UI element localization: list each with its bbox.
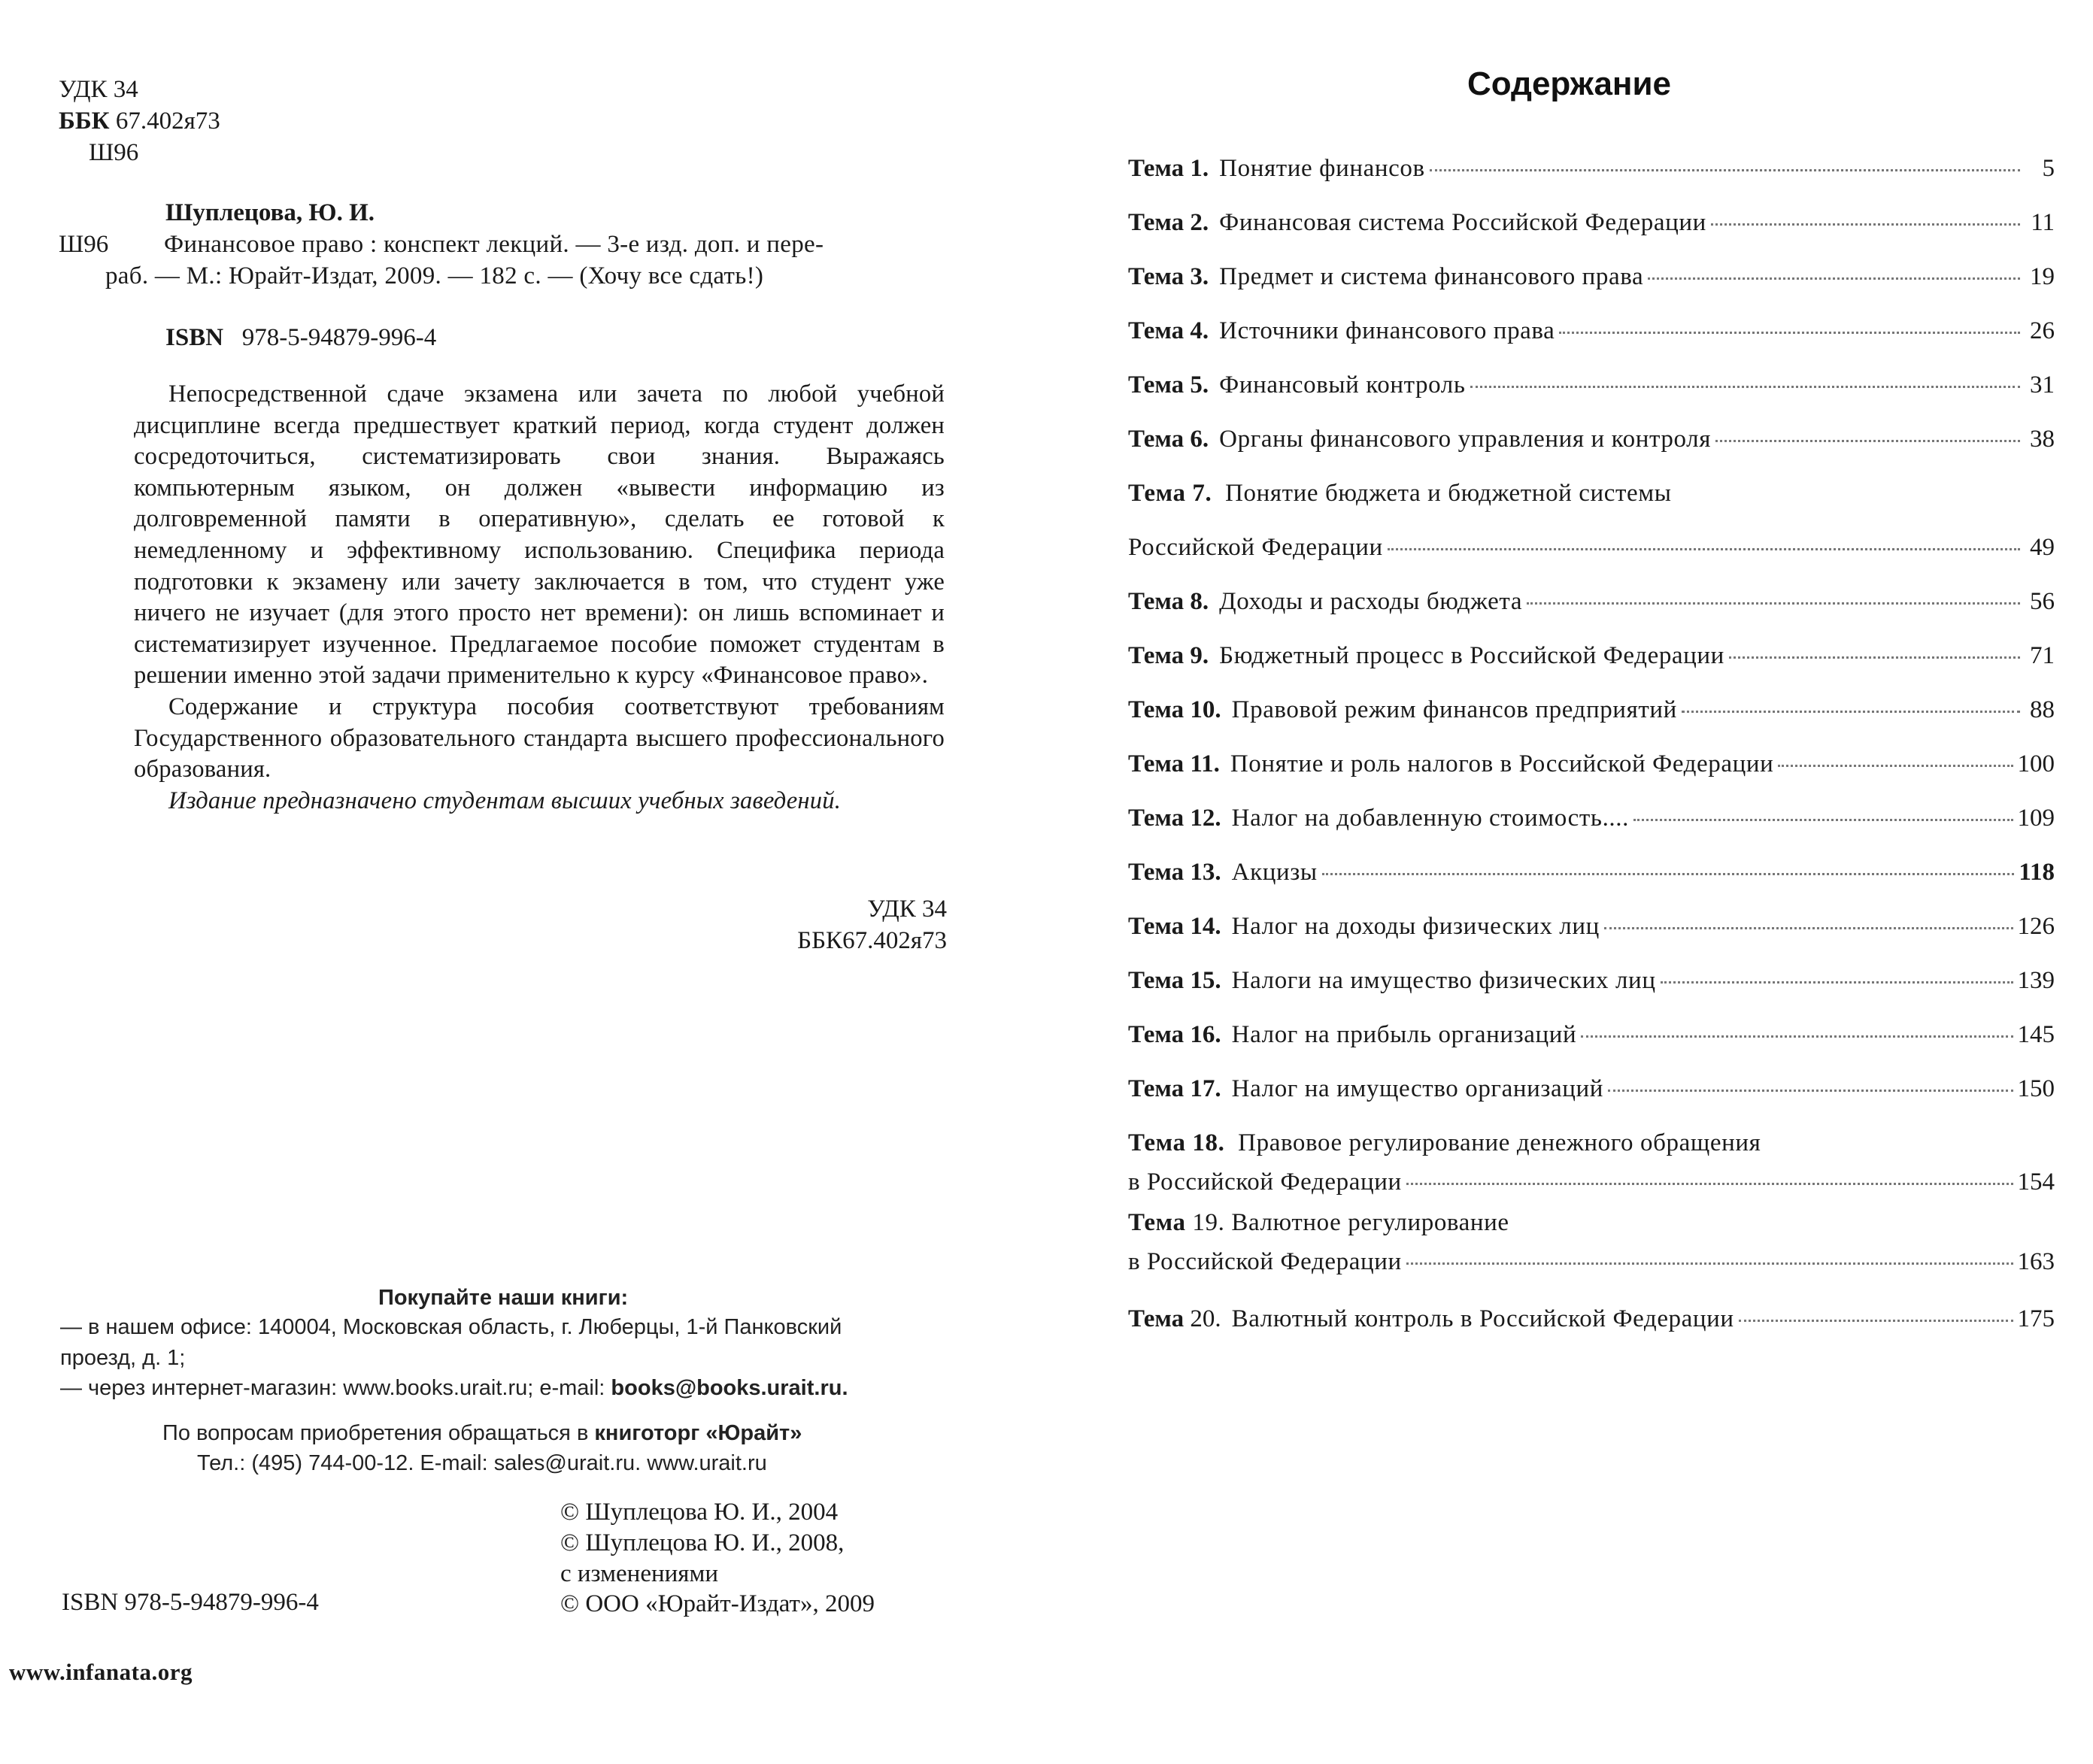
- toc-entry-label-num: 20.: [1190, 1305, 1221, 1332]
- toc-entry-label-word: Тема: [1128, 1305, 1185, 1332]
- toc-leader-dots: [1322, 872, 2015, 875]
- toc-entry-title: Источники финансового права: [1219, 317, 1555, 344]
- toc-entry-title: Финансовый контроль: [1219, 371, 1466, 399]
- toc-title: Содержание: [1467, 65, 1672, 102]
- buy-shop-line: [60, 1373, 848, 1403]
- toc-entry: [1128, 1165, 2055, 1199]
- toc-entry-label: Тема 4.: [1128, 317, 1209, 344]
- toc-entry: [1128, 747, 2055, 780]
- buy-title: Покупайте наши книги:: [378, 1286, 629, 1310]
- bbk-code: [59, 105, 220, 137]
- toc-entry: [1128, 585, 2055, 618]
- toc-entry-page: 118: [2019, 859, 2055, 886]
- toc-leader-dots: [1633, 818, 2013, 821]
- toc-entry-page: 139: [2017, 967, 2055, 994]
- toc-leader-dots: [1430, 168, 2020, 171]
- copyright-line: © Шуплецова Ю. И., 2004: [560, 1499, 839, 1526]
- toc-entry-page: 26: [2030, 317, 2055, 344]
- annotation-paragraph: Непосредственной сдаче экзамена или зачета по любой учебной дисциплине всегда предшествует краткий период, когда студент должен сосредоточиться, систематизировать свои знания. Выражаясь компьютерным языком, он должен «вывести информацию из долговременной памяти в оперативную», сделать ее готовой к немедленному и эффективному использованию. Специфика периода подготовки к экзамену или зачету заключается в том, что студент уже ничего не изучает (для этого просто нет времени): он лишь вспоминает и систематизирует изученное. Предлагаемое пособие поможет студентам в решении именно этой задачи применительно к курсу «Финансовое право».: [134, 380, 945, 690]
- toc-leader-dots: [1608, 1089, 2013, 1092]
- toc-entry: [1128, 693, 2055, 726]
- toc-entry-label: Тема: [1128, 1209, 1186, 1236]
- toc-entry-label: Тема 14.: [1128, 913, 1221, 940]
- toc-entry-label: Тема 12.: [1128, 805, 1221, 832]
- toc-entry-page: 71: [2030, 642, 2055, 669]
- table-of-contents: [1045, 0, 2093, 1764]
- toc-leader-dots: [1715, 439, 2020, 442]
- toc-entry: [1128, 423, 2055, 456]
- toc-entry-title: Бюджетный процесс в Российской Федерации: [1219, 642, 1724, 669]
- toc-entry-title: Акцизы: [1231, 859, 1318, 886]
- toc-entry: [1128, 368, 2055, 402]
- toc-entry-page: 19: [2030, 263, 2055, 290]
- toc-entry-label: Тема 16.: [1128, 1021, 1221, 1048]
- annotation: [134, 379, 945, 817]
- buy-office-line-1: — в нашем офисе: 140004, Московская область, г. Люберцы, 1-й Панковский: [60, 1315, 842, 1339]
- toc-entry-title: Налог на имущество организаций: [1231, 1075, 1603, 1102]
- author-name: Шуплецова, Ю. И.: [165, 199, 375, 226]
- bbk-label: ББК: [59, 108, 110, 135]
- toc-entry-label: Тема 3.: [1128, 263, 1209, 290]
- toc-entry-page: 11: [2031, 209, 2055, 236]
- left-page: [0, 0, 1045, 1764]
- toc-entry-page: 49: [2030, 534, 2055, 561]
- toc-leader-dots: [1581, 1035, 2013, 1038]
- toc-entry-label: Тема 9.: [1128, 642, 1209, 669]
- toc-entry-page: 38: [2030, 426, 2055, 453]
- bibliographic-line-2: раб. — М.: Юрайт-Издат, 2009. — 182 с. — (Хочу все сдать!): [105, 262, 764, 289]
- toc-entry-label: Тема 18.: [1128, 1129, 1225, 1156]
- toc-entry-label: Тема 15.: [1128, 967, 1221, 994]
- toc-leader-dots: [1406, 1262, 2013, 1265]
- toc-entry-title: Налоги на имущество физических лиц: [1231, 967, 1656, 994]
- copyright-line: © ООО «Юрайт-Издат», 2009: [560, 1590, 875, 1617]
- buy-phone-line: Тел.: (495) 744-00-12. E-mail: sales@urait.ru. www.urait.ru: [197, 1451, 767, 1475]
- toc-entry-page: 31: [2030, 371, 2055, 399]
- toc-entry-page: 88: [2030, 696, 2055, 723]
- toc-entry-title: Понятие финансов: [1219, 155, 1425, 182]
- buy-questions-text: По вопросам приобретения обращаться в: [162, 1421, 595, 1445]
- buy-office-line-2: проезд, д. 1;: [60, 1346, 186, 1370]
- toc-entry-label: Тема 17.: [1128, 1075, 1221, 1102]
- toc-entry-title: Налог на добавленную стоимость....: [1231, 805, 1629, 832]
- toc-leader-dots: [1729, 656, 2020, 659]
- toc-entry-label: Тема 6.: [1128, 426, 1209, 453]
- toc-entry-page: 5: [2042, 155, 2055, 182]
- isbn-bottom: ISBN 978-5-94879-996-4: [62, 1589, 319, 1616]
- isbn-label: ISBN: [165, 324, 224, 351]
- author-sign: Ш96: [89, 139, 139, 166]
- toc-entry-title: Налог на доходы физических лиц: [1231, 913, 1600, 940]
- copyright-line: © Шуплецова Ю. И., 2008,: [560, 1529, 845, 1556]
- isbn-value: 978-5-94879-996-4: [241, 324, 437, 351]
- toc-entry: [1128, 856, 2055, 889]
- toc-entry: [1128, 260, 2055, 293]
- toc-entry: [1128, 639, 2055, 672]
- toc-entry-title: Предмет и система финансового права: [1219, 263, 1644, 290]
- toc-entry: [1128, 1245, 2055, 1278]
- toc-entry: [1128, 802, 2055, 835]
- toc-entry-label: Тема 2.: [1128, 209, 1209, 236]
- toc-entry-page: 109: [2017, 805, 2055, 832]
- toc-entry: [1128, 314, 2055, 347]
- toc-entry-page: 150: [2017, 1075, 2055, 1102]
- toc-entry-page: 126: [2017, 913, 2055, 940]
- toc-entry-page: 163: [2017, 1248, 2055, 1275]
- toc-leader-dots: [1648, 277, 2020, 280]
- toc-leader-dots: [1559, 331, 2020, 334]
- toc-entry-label: Тема 11.: [1128, 750, 1220, 777]
- toc-entry-title: Понятие и роль налогов в Российской Федерации: [1230, 750, 1774, 777]
- toc-entry-label: Тема 10.: [1128, 696, 1221, 723]
- toc-entry-title: Понятие бюджета и бюджетной системы: [1225, 480, 1672, 507]
- toc-entry-title: Правовое регулирование денежного обращения: [1238, 1129, 1761, 1156]
- toc-leader-dots: [1661, 981, 2013, 984]
- toc-entry: [1128, 152, 2055, 185]
- toc-entry-title-cont: в Российской Федерации: [1128, 1168, 1402, 1196]
- toc-entry-page: 100: [2017, 750, 2055, 777]
- toc-entry-title: Налог на прибыль организаций: [1231, 1021, 1577, 1048]
- bbk-code-right: ББК67.402я73: [797, 927, 947, 954]
- toc-entry: [1128, 531, 2055, 564]
- toc-entry: [1128, 1072, 2055, 1105]
- audience-note: Издание предназначено студентам высших учебных заведений.: [168, 787, 842, 814]
- annotation-paragraph: Содержание и структура пособия соответствуют требованиям Государственного образовательного стандарта высшего профессионального образования.: [134, 693, 945, 783]
- udk-code: УДК 34: [59, 76, 138, 103]
- toc-leader-dots: [1682, 710, 2020, 713]
- toc-entry-first-line: [1128, 477, 1672, 510]
- toc-entry-page: 145: [2017, 1021, 2055, 1048]
- toc-leader-dots: [1739, 1319, 2013, 1322]
- toc-entry: [1128, 964, 2055, 997]
- toc-entry: [1128, 206, 2055, 239]
- toc-entry-title: Правовой режим финансов предприятий: [1231, 696, 1677, 723]
- toc-leader-dots: [1527, 602, 2020, 605]
- toc-entry-title: Валютный контроль в Российской Федерации: [1231, 1305, 1734, 1332]
- toc-entry-label: Тема 8.: [1128, 588, 1209, 615]
- toc-entry: [1128, 1018, 2055, 1051]
- watermark-url: www.infanata.org: [9, 1659, 193, 1685]
- toc-entry: [1128, 910, 2055, 943]
- toc-leader-dots: [1711, 223, 2020, 226]
- toc-entry-title-cont: в Российской Федерации: [1128, 1248, 1402, 1275]
- toc-entry-page: 56: [2030, 588, 2055, 615]
- toc-entry-label: Тема 1.: [1128, 155, 1209, 182]
- copyright-line: с изменениями: [560, 1560, 719, 1587]
- toc-entry-label: Тема 13.: [1128, 859, 1221, 886]
- buy-questions-bold: книготорг «Юрайт»: [594, 1421, 802, 1445]
- toc-entry-first-line: [1128, 1206, 1509, 1239]
- toc-leader-dots: [1470, 385, 2021, 388]
- toc-entry-label: Тема 7.: [1128, 480, 1212, 507]
- toc-leader-dots: [1406, 1182, 2013, 1185]
- toc-entry-label: [1128, 1302, 1221, 1335]
- buy-questions-line: [162, 1418, 802, 1448]
- isbn-line: [165, 322, 436, 353]
- toc-entry-title: Валютное регулирование: [1231, 1209, 1509, 1236]
- toc-entry-title-cont: Российской Федерации: [1128, 534, 1383, 561]
- toc-entry: [1128, 1302, 2055, 1335]
- buy-shop-email: books@books.urait.ru.: [611, 1376, 848, 1400]
- toc-entry-title: Доходы и расходы бюджета: [1219, 588, 1523, 615]
- toc-entry-page: 175: [2017, 1305, 2055, 1332]
- toc-entry-title: Финансовая система Российской Федерации: [1219, 209, 1706, 236]
- toc-entry-first-line: [1128, 1126, 1761, 1159]
- toc-entry-title: Органы финансового управления и контроля: [1219, 426, 1712, 453]
- bbk-value: 67.402я73: [115, 108, 220, 135]
- toc-leader-dots: [1778, 764, 2013, 767]
- toc-entry-label: Тема 5.: [1128, 371, 1209, 399]
- toc-leader-dots: [1388, 547, 2020, 550]
- bibliographic-line-1: Финансовое право : конспект лекций. — 3-е изд. доп. и пере-: [164, 231, 824, 258]
- buy-shop-text: — через интернет-магазин: www.books.urait.ru; e-mail:: [60, 1376, 611, 1400]
- toc-leader-dots: [1604, 926, 2013, 929]
- udk-code-right: УДК 34: [867, 896, 947, 923]
- catalog-sign: Ш96: [59, 231, 109, 258]
- toc-entry-page: 154: [2017, 1168, 2055, 1196]
- toc-entry-label-num: 19.: [1192, 1209, 1225, 1236]
